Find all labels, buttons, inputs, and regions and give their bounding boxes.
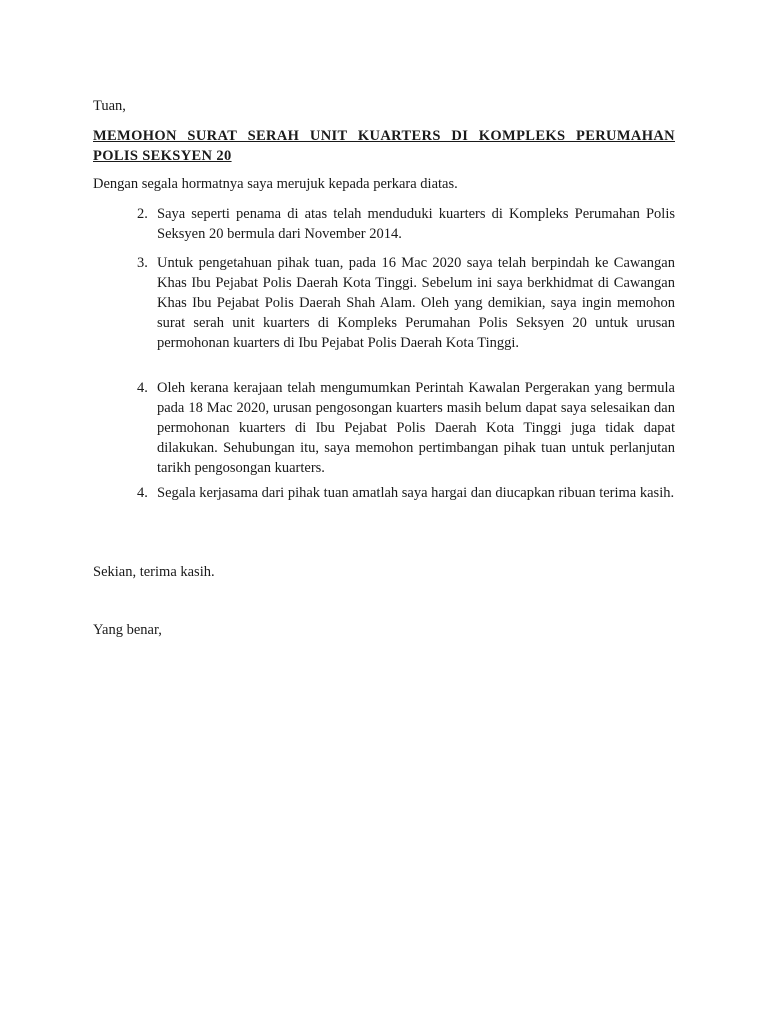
numbered-paragraph-4b (137, 483, 675, 503)
paragraph-text: Saya seperti penama di atas telah menduduki kuarters di Kompleks Perumahan Polis Seksyen 20 bermula dari November 2014. (157, 206, 675, 242)
signoff-line: Yang benar, (93, 622, 162, 638)
paragraph-text: Oleh kerana kerajaan telah mengumumkan Perintah Kawalan Pergerakan yang bermula pada 18 Mac 2020, urusan pengosongan kuarters masih belum dapat saya selesaikan dan permohonan kuarters di Ibu Pejabat Polis Daerah Kota Tinggi juga tidak dapat dilakukan. Sehubungan itu, saya memohon pertimbangan pihak tuan untuk perlanjutan tarikh pengosongan kuarters. (157, 380, 675, 476)
intro-paragraph: Dengan segala hormatnya saya merujuk kepada perkara diatas. (93, 176, 458, 192)
paragraph-number: 4. (137, 380, 148, 396)
paragraph-number: 3. (137, 255, 148, 271)
salutation: Tuan, (93, 98, 126, 114)
numbered-paragraph-2 (137, 204, 675, 244)
paragraph-text: Segala kerjasama dari pihak tuan amatlah saya hargai dan diucapkan ribuan terima kasih. (157, 485, 675, 501)
paragraph-text: Untuk pengetahuan pihak tuan, pada 16 Mac 2020 saya telah berpindah ke Cawangan Khas Ibu Pejabat Polis Daerah Kota Tinggi. Sebelum ini saya berkhidmat di Cawangan Khas Ibu Pejabat Polis Daerah Shah Alam. Oleh yang demikian, saya ingin memohon surat serah unit kuarters di Kompleks Perumahan Polis Seksyen 20 untuk urusan permohonan kuarters di Ibu Pejabat Polis Daerah Kota Tinggi. (157, 255, 675, 351)
numbered-paragraph-3 (137, 253, 675, 353)
numbered-paragraph-4 (137, 378, 675, 478)
paragraph-number: 4. (137, 485, 148, 501)
letter-subject: MEMOHON SURAT SERAH UNIT KUARTERS DI KOMPLEKS PERUMAHAN POLIS SEKSYEN 20 (93, 128, 675, 164)
paragraph-number: 2. (137, 206, 148, 222)
closing-line: Sekian, terima kasih. (93, 564, 215, 580)
